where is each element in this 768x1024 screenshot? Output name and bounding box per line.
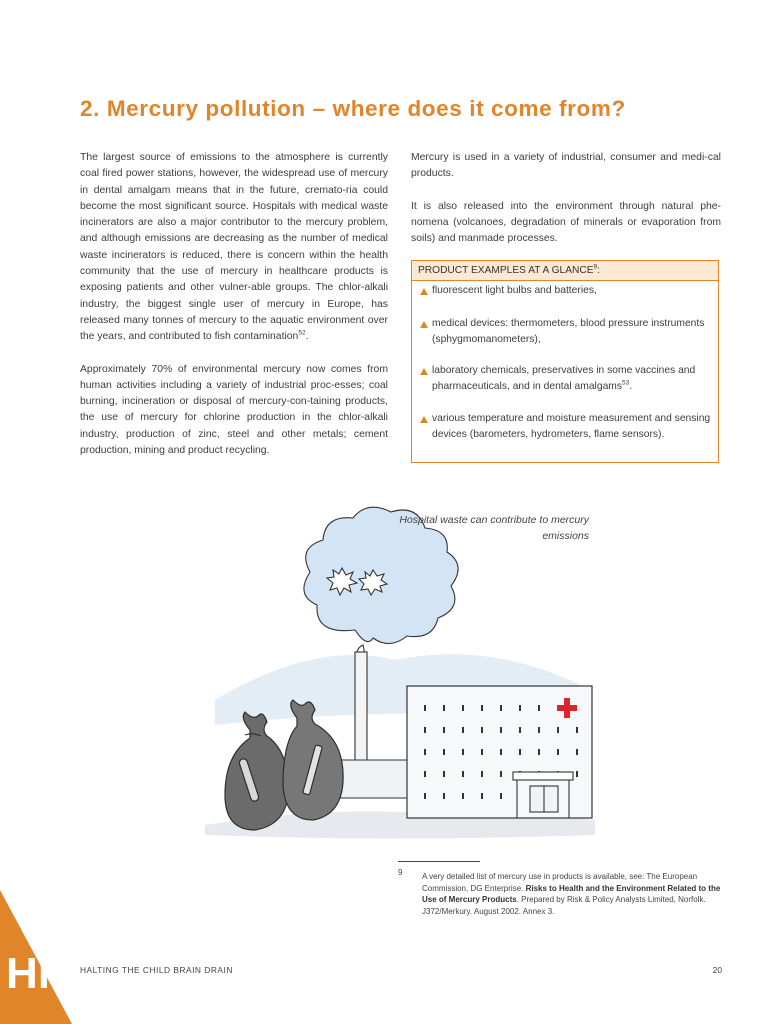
paragraph: It is also released into the environment through natural phe-nomena (volcanoes, degradation of minerals or evaporation from soils) and manmade processes. [411, 200, 721, 245]
paragraph-text: The largest source of emissions to the atmosphere is currently coal fired power stations, however, the widespread use of mercury in dental amalgam means that in the future, cremato-ria could become the most significant source. Hospitals with medical waste incinerators are also a major contributor to the mercury problem, and although emissions are decreasing as the number of medical waste incinerators is reduced, there is concern within the health community that the use of mercury in healthcare products is exposing patients and other vulner-able groups. The chlor-alkali industry, the biggest single user of mercury in Europe, has released many tonnes of mercury to the aquatic environment over the years, and contributed to fish contamination [80, 152, 388, 343]
paragraph: Approximately 70% of environmental mercury now comes from human activities including a variety of industrial proc-esses; coal burning, incineration or disposal of mercury-con-taining products, the use of mercury for chlorine production in the chlor-alkali industry, production of zinc, steel and other metals; cement production, mining and product recycling. [80, 363, 388, 457]
triangle-bullet-icon [420, 288, 428, 295]
list-item-text: laboratory chemicals, preservatives in some vaccines and pharmaceuticals, and in dental amalgams [432, 365, 696, 393]
heading-text: PRODUCT EXAMPLES AT A GLANCE [418, 265, 594, 276]
corner-logo [0, 870, 90, 1024]
page-title: 2. Mercury pollution – where does it come from? [80, 96, 626, 121]
hospital-waste-illustration [195, 490, 605, 850]
reference-number: 9 [593, 263, 598, 271]
paragraph [80, 150, 388, 346]
paragraph-end: . [305, 331, 309, 343]
illustration-caption: Hospital waste can contribute to mercury emissions [399, 514, 589, 542]
footnote-text-start: A very detailed list of mercury use in products is available, see: The European Commission, DG Enterprise. [422, 872, 698, 893]
reference-number: 52 [298, 329, 306, 337]
product-examples-box [411, 260, 719, 463]
footer-publication-title: HALTING THE CHILD BRAIN DRAIN [80, 965, 233, 975]
list-item-text: various temperature and moisture measurement and sensing devices (barometers, hydrometers, flame sensors). [432, 413, 711, 441]
list-item [420, 283, 712, 299]
reference-number: 53 [622, 379, 630, 387]
footnote-title: Risks to Health and the Environment Related to the Use of Mercury Products [422, 883, 721, 904]
list-item [420, 411, 712, 444]
low-building [340, 760, 410, 798]
footnote-text-end: . Prepared by Risk & Policy Analysts Limited, Norfolk. J372/Merkury. August 2002. Annex 3. [422, 895, 706, 916]
triangle-bullet-icon [420, 368, 428, 375]
list-item [420, 316, 712, 349]
list-item-end: . [629, 381, 633, 393]
product-box-heading [412, 261, 718, 281]
page-number: 20 [712, 965, 722, 975]
list-item-text: medical devices: thermometers, blood pressure instruments (sphygmomanometers), [432, 318, 705, 346]
waste-bag-left [225, 712, 288, 830]
paragraph: Mercury is used in a variety of industrial, consumer and medi-cal products. [411, 152, 721, 180]
heading-end: : [597, 265, 600, 276]
triangle-bullet-icon [420, 416, 428, 423]
right-column [411, 150, 721, 263]
footnote-text [422, 871, 722, 917]
left-column [80, 150, 388, 475]
footnote-divider [398, 861, 480, 862]
list-item [420, 363, 712, 396]
footnote-number: 9 [398, 868, 403, 877]
triangle-bullet-icon [420, 321, 428, 328]
list-item-text: fluorescent light bulbs and batteries, [432, 285, 597, 296]
corner-letters: Hı [6, 949, 50, 998]
